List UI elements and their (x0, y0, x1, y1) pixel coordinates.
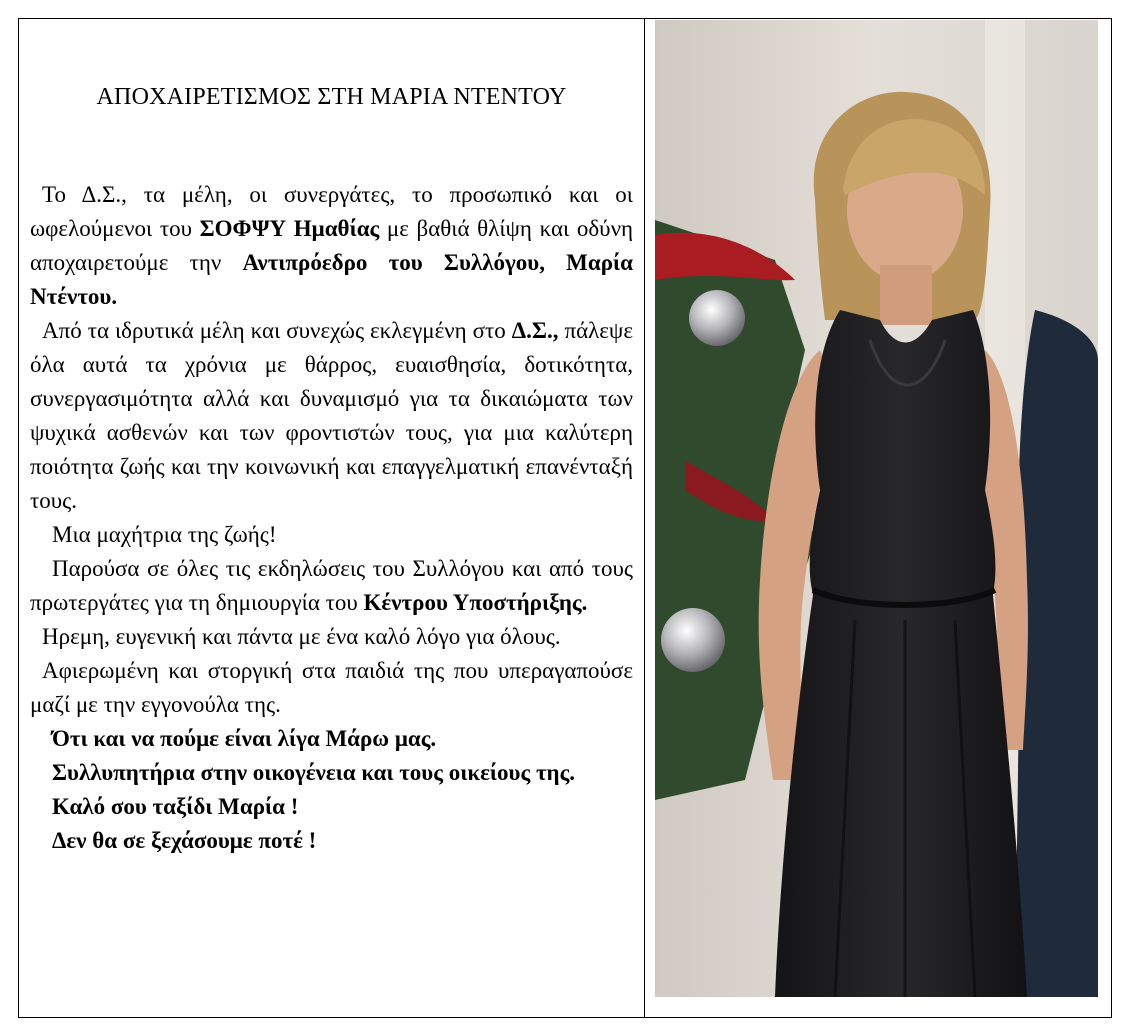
column-divider (644, 18, 645, 1018)
organization-name: ΣΟΦΨΥ Ημαθίας (199, 216, 380, 241)
obituary-text (30, 178, 633, 858)
paragraph-remember: Δεν θα σε ξεχάσουμε ποτέ ! (52, 828, 317, 853)
paragraph-intro-text-2: με βαθιά θλίψη και οδύνη αποχαιρετούμε την (30, 216, 633, 275)
paragraph-events-text: Παρούσα σε όλες τις εκδηλώσεις του Συλλόγου και από τους πρωτεργάτες για τη δημιουργία του (30, 556, 633, 615)
ornament-ball-upper (689, 290, 745, 346)
support-center-name: Κέντρου Υποστήριξης. (363, 590, 588, 615)
vice-president-name: Αντιπρόεδρο του Συλλόγου, Μαρία Ντέντου. (30, 250, 634, 309)
paragraph-intro (30, 178, 633, 314)
paragraph-career-text-1: Από τα ιδρυτικά μέλη και συνεχώς εκλεγμένη στο (42, 318, 512, 343)
paragraph-career-text-2: πάλεψε όλα αυτά τα χρόνια με θάρρος, ευαισθησία, δοτικότητα, συνεργασιμότητα αλλά και δυναμισμό για τα δικαιώματα των ψυχικά ασθενών και των φροντιστών τους, για μια καλύτερη ποιότητα ζωής και την κοινωνική και επαγγελματική επανένταξή τους. (30, 318, 633, 513)
paragraph-events (30, 552, 633, 620)
portrait-illustration (655, 20, 1098, 997)
neck (880, 265, 932, 325)
paragraph-farewell: Καλό σου ταξίδι Μαρία ! (52, 794, 299, 819)
paragraph-fighter: Μια μαχήτρια της ζωής! (52, 522, 277, 547)
paragraph-career (30, 314, 633, 518)
ornament-ball-lower (661, 608, 725, 672)
portrait-photo (655, 20, 1098, 997)
page-title: ΑΠΟΧΑΙΡΕΤΙΣΜΟΣ ΣΤΗ ΜΑΡΙΑ ΝΤΕΝΤΟΥ (96, 84, 567, 110)
paragraph-character: Ηρεμη, ευγενική και πάντα με ένα καλό λόγο για όλους. (42, 624, 561, 649)
paragraph-family: Αφιερωμένη και στοργική στα παιδιά της που υπεραγαπούσε μαζί με την εγγονούλα της. (30, 658, 633, 717)
board-abbreviation: Δ.Σ., (511, 318, 559, 343)
paragraph-condolences: Συλλυπητήρια στην οικογένεια και τους οικείους της. (52, 760, 576, 785)
paragraph-intro-text-1: Το Δ.Σ., τα μέλη, οι συνεργάτες, το προσωπικό και οι ωφελούμενοι του (30, 182, 633, 241)
paragraph-tribute: Ότι και να πούμε είναι λίγα Μάρω μας. (52, 726, 437, 751)
